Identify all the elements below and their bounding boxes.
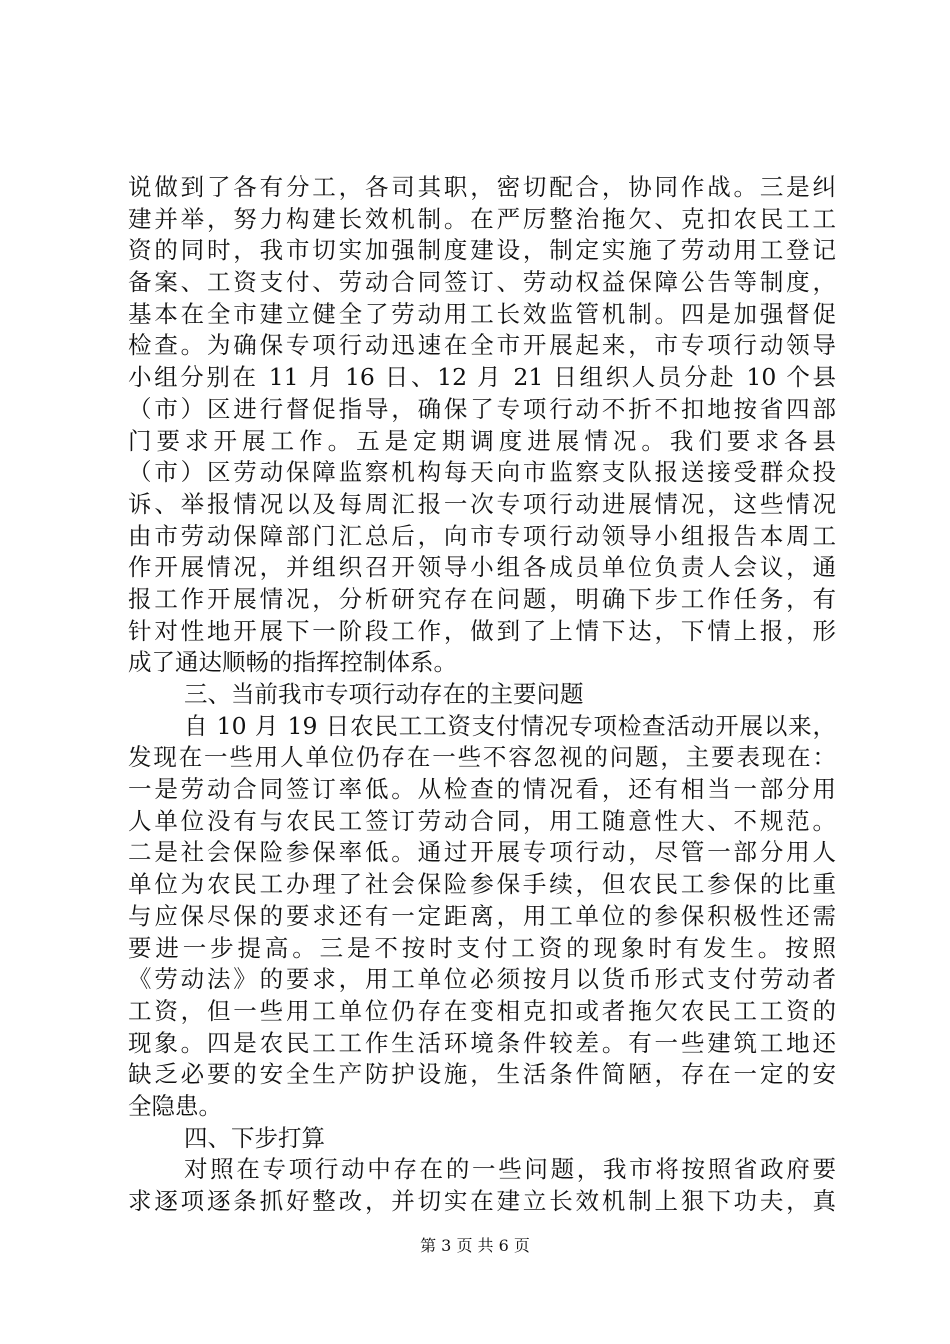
text-line: 四、下步打算 <box>184 1123 325 1152</box>
text-line: 说做到了各有分工，各司其职，密切配合，协同作战。三是纠 <box>128 173 836 201</box>
text-line: 作开展情况，并组织召开领导小组各成员单位负责人会议，通 <box>128 553 836 582</box>
text-line: 基本在全市建立健全了劳动用工长效监管机制。四是加强督促 <box>128 299 836 328</box>
text-line: 小组分别在 11 月 16 日、12 月 21 日组织人员分赴 10 个县 <box>128 363 836 392</box>
text-line: 建并举，努力构建长效机制。在严厉整治拖欠、克扣农民工工 <box>128 204 836 233</box>
text-line: 《劳动法》的要求，用工单位必须按月以货币形式支付劳动者 <box>128 965 836 994</box>
text-line: 自 10 月 19 日农民工工资支付情况专项检查活动开展以来， <box>184 711 836 740</box>
text-line: 成了通达顺畅的指挥控制体系。 <box>128 648 457 677</box>
text-line: 与应保尽保的要求还有一定距离，用工单位的参保积极性还需 <box>128 901 836 930</box>
text-line: 工资，但一些用工单位仍存在变相克扣或者拖欠农民工工资的 <box>128 996 836 1025</box>
text-line: 全隐患。 <box>128 1091 222 1120</box>
text-line: 门要求开展工作。五是定期调度进展情况。我们要求各县 <box>128 426 836 455</box>
text-line: 对照在专项行动中存在的一些问题，我市将按照省政府要 <box>184 1155 836 1184</box>
text-line: （市）区进行督促指导，确保了专项行动不折不扣地按省四部 <box>128 394 836 423</box>
text-line: 针对性地开展下一阶段工作，做到了上情下达，下情上报，形 <box>128 616 836 645</box>
text-line: 一是劳动合同签订率低。从检查的情况看，还有相当一部分用 <box>128 775 836 804</box>
text-line: 三、当前我市专项行动存在的主要问题 <box>184 680 584 708</box>
text-line: 诉、举报情况以及每周汇报一次专项行动进展情况，这些情况 <box>128 489 836 518</box>
text-line: 二是社会保险参保率低。通过开展专项行动，尽管一部分用人 <box>128 838 836 867</box>
text-line: 由市劳动保障部门汇总后，向市专项行动领导小组报告本周工 <box>128 521 836 550</box>
text-line: 单位为农民工办理了社会保险参保手续，但农民工参保的比重 <box>128 870 836 899</box>
text-line: （市）区劳动保障监察机构每天向市监察支队报送接受群众投 <box>128 458 836 487</box>
text-line: 资的同时，我市切实加强制度建设，制定实施了劳动用工登记 <box>128 236 836 265</box>
text-line: 人单位没有与农民工签订劳动合同，用工随意性大、不规范。 <box>128 806 836 835</box>
text-line: 发现在一些用人单位仍存在一些不容忽视的问题，主要表现在： <box>128 743 836 772</box>
document-body <box>128 172 836 1218</box>
text-line: 现象。四是农民工工作生活环境条件较差。有一些建筑工地还 <box>128 1028 836 1057</box>
page-number-footer: 第 3 页 共 6 页 <box>420 1236 530 1255</box>
text-line: 报工作开展情况，分析研究存在问题，明确下步工作任务，有 <box>128 584 836 613</box>
text-line: 备案、工资支付、劳动合同签订、劳动权益保障公告等制度， <box>128 268 836 297</box>
text-line: 求逐项逐条抓好整改，并切实在建立长效机制上狠下功夫，真 <box>128 1187 836 1215</box>
text-line: 要进一步提高。三是不按时支付工资的现象时有发生。按照 <box>128 933 836 962</box>
text-line: 缺乏必要的安全生产防护设施，生活条件简陋，存在一定的安 <box>128 1060 836 1089</box>
text-line: 检查。为确保专项行动迅速在全市开展起来，市专项行动领导 <box>128 331 836 360</box>
